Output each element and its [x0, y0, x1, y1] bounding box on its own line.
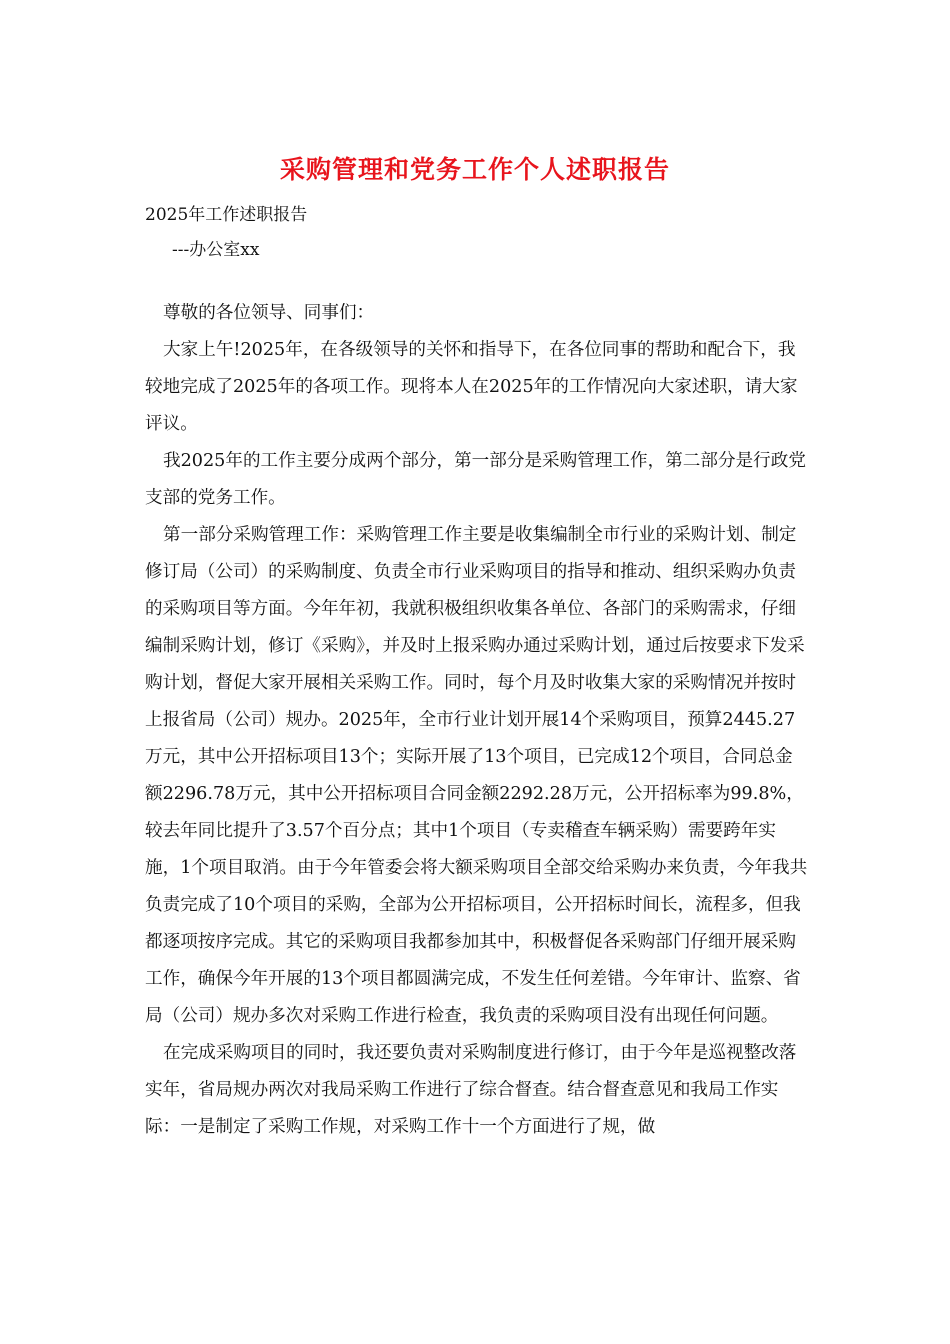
paragraph-procurement-work: 第一部分采购管理工作：采购管理工作主要是收集编制全市行业的采购计划、制定修订局（公司）的采购制度、负责全市行业采购项目的指导和推动、组织采购办负责的采购项目等方面。今年年初，我就积极组织收集各单位、各部门的采购需求，仔细编制采购计划，修订《采购》，并及时上报采购办通过采购计划，通过后按要求下发采购计划，督促大家开展相关采购工作。同时，每个月及时收集大家的采购情况并按时上报省局（公司）规办。2025年，全市行业计划开展14个采购项目，预算2445.27万元，其中公开招标项目13个；实际开展了13个项目，已完成12个项目，合同总金额2296.78万元，其中公开招标项目合同金额2292.28万元，公开招标率为99.8%，较去年同比提升了3.57个百分点；其中1个项目（专卖稽查车辆采购）需要跨年实施，1个项目取消。由于今年管委会将大额采购项目全部交给采购办来负责，今年我共负责完成了10个项目的采购，全部为公开招标项目，公开招标时间长，流程多，但我都逐项按序完成。其它的采购项目我都参加其中，积极督促各采购部门仔细开展采购工作，确保今年开展的13个项目都圆满完成，不发生任何差错。今年审计、监察、省局（公司）规办多次对采购工作进行检查，我负责的采购项目没有出现任何问题。	[145, 525, 808, 1026]
document-body	[145, 295, 809, 1146]
paragraph-overview: 我2025年的工作主要分成两个部分，第一部分是采购管理工作，第二部分是行政党支部的党务工作。	[145, 451, 806, 508]
office-author-line: ---办公室xx	[172, 240, 260, 260]
report-subtitle: 2025年工作述职报告	[145, 205, 308, 225]
paragraph-procurement-rules: 在完成采购项目的同时，我还要负责对采购制度进行修订，由于今年是巡视整改落实年，省局规办两次对我局采购工作进行了综合督查。结合督查意见和我局工作实际：一是制定了采购工作规，对采购工作十一个方面进行了规，做	[145, 1043, 797, 1137]
paragraph-greeting: 大家上午!2025年，在各级领导的关怀和指导下，在各位同事的帮助和配合下，我较地完成了2025年的各项工作。现将本人在2025年的工作情况向大家述职，请大家评议。	[145, 340, 798, 434]
salutation: 尊敬的各位领导、同事们：	[163, 303, 375, 323]
document-title: 采购管理和党务工作个人述职报告	[279, 155, 670, 184]
